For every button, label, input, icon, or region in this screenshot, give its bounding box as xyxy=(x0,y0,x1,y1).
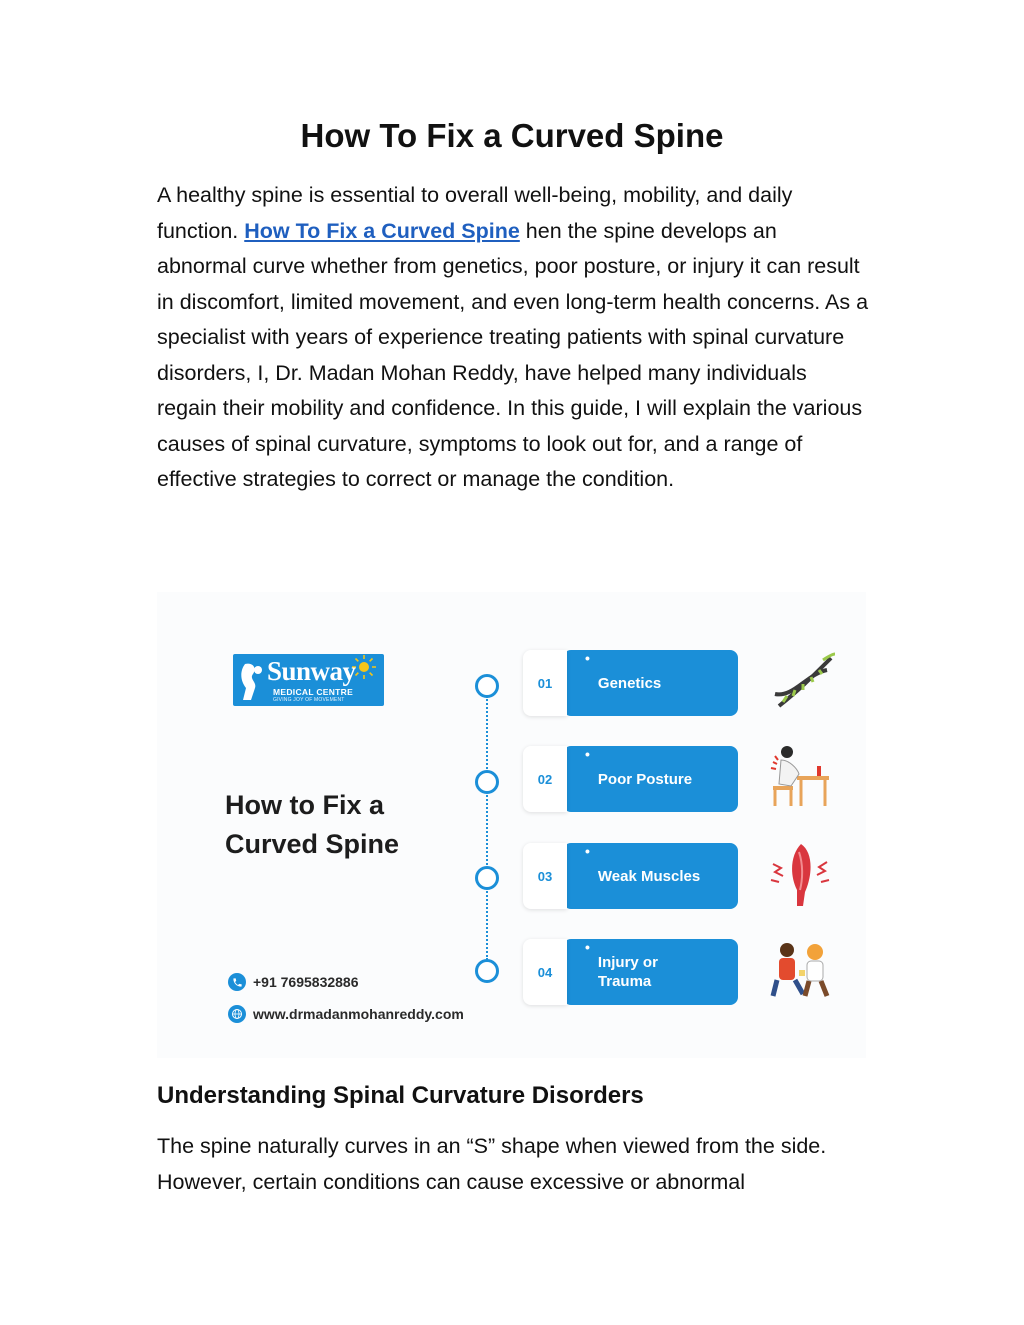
globe-icon xyxy=(228,1005,246,1023)
step-label-box xyxy=(563,650,738,716)
step-label: Genetics xyxy=(597,674,662,692)
timeline-node xyxy=(475,959,499,983)
contact-phone xyxy=(228,972,359,992)
step-number: 04 xyxy=(523,939,567,1005)
intro-paragraph xyxy=(157,178,869,498)
document-title: How To Fix a Curved Spine xyxy=(300,117,724,154)
timeline-node xyxy=(475,770,499,794)
step-weak-muscles xyxy=(523,843,738,909)
poor-posture-icon xyxy=(769,742,833,812)
timeline-line xyxy=(486,696,488,960)
causes-infographic xyxy=(157,592,866,1058)
logo-subtitle: MEDICAL CENTRE xyxy=(273,687,354,697)
step-label: Injury or Trauma xyxy=(597,954,658,990)
curved-spine-link[interactable]: How To Fix a Curved Spine xyxy=(244,218,520,243)
step-number: 02 xyxy=(523,746,567,812)
intro-text-start: A healthy spine is essential to overall well-being, mobility, and daily function. xyxy=(157,183,793,243)
step-label: Weak Muscles xyxy=(597,867,701,885)
step-injury-trauma xyxy=(523,939,738,1005)
website-url: www.drmadanmohanreddy.com xyxy=(253,1006,464,1022)
sunway-logo xyxy=(233,654,384,706)
muscle-pain-icon xyxy=(769,840,831,910)
bullet: • xyxy=(585,843,590,859)
logo-name: Sunway xyxy=(267,656,356,686)
timeline-node xyxy=(475,674,499,698)
section-heading: Understanding Spinal Curvature Disorders xyxy=(157,1082,644,1109)
step-number: 03 xyxy=(523,843,567,909)
step-label-box xyxy=(563,746,738,812)
step-poor-posture xyxy=(523,746,738,812)
step-genetics xyxy=(523,650,738,716)
injury-icon xyxy=(769,936,833,1004)
step-label-box xyxy=(563,939,738,1005)
step-label-box xyxy=(563,843,738,909)
infographic-heading: How to Fix a Curved Spine xyxy=(225,790,400,859)
joint-logo-icon xyxy=(237,660,267,702)
step-label: Poor Posture xyxy=(597,770,693,788)
bullet: • xyxy=(585,939,590,955)
logo-tagline: GIVING JOY OF MOVEMENT xyxy=(273,697,345,703)
dna-icon xyxy=(769,650,841,714)
contact-website xyxy=(228,1004,464,1024)
phone-icon xyxy=(228,973,246,991)
bullet: • xyxy=(585,746,590,762)
phone-number: +91 7695832886 xyxy=(253,974,359,990)
timeline-node xyxy=(475,866,499,890)
step-number: 01 xyxy=(523,650,567,716)
bullet: • xyxy=(585,650,590,666)
intro-text-rest: hen the spine develops an abnormal curve whether from genetics, poor posture, or injury it can result in discomfort, limited movement, and even long-term health concerns. As a specialist with years of experience treating patients with spinal curvature disorders, I, Dr. Madan Mohan Reddy, have helped many individuals regain their mobility and confidence. In this guide, I will explain the various causes of spinal curvature, symptoms to look out for, and a range of effective strategies to correct or manage the condition. xyxy=(157,218,869,491)
section-paragraph: The spine naturally curves in an “S” shape when viewed from the side. However, certain conditions can cause excessive or abnormal xyxy=(157,1134,827,1194)
